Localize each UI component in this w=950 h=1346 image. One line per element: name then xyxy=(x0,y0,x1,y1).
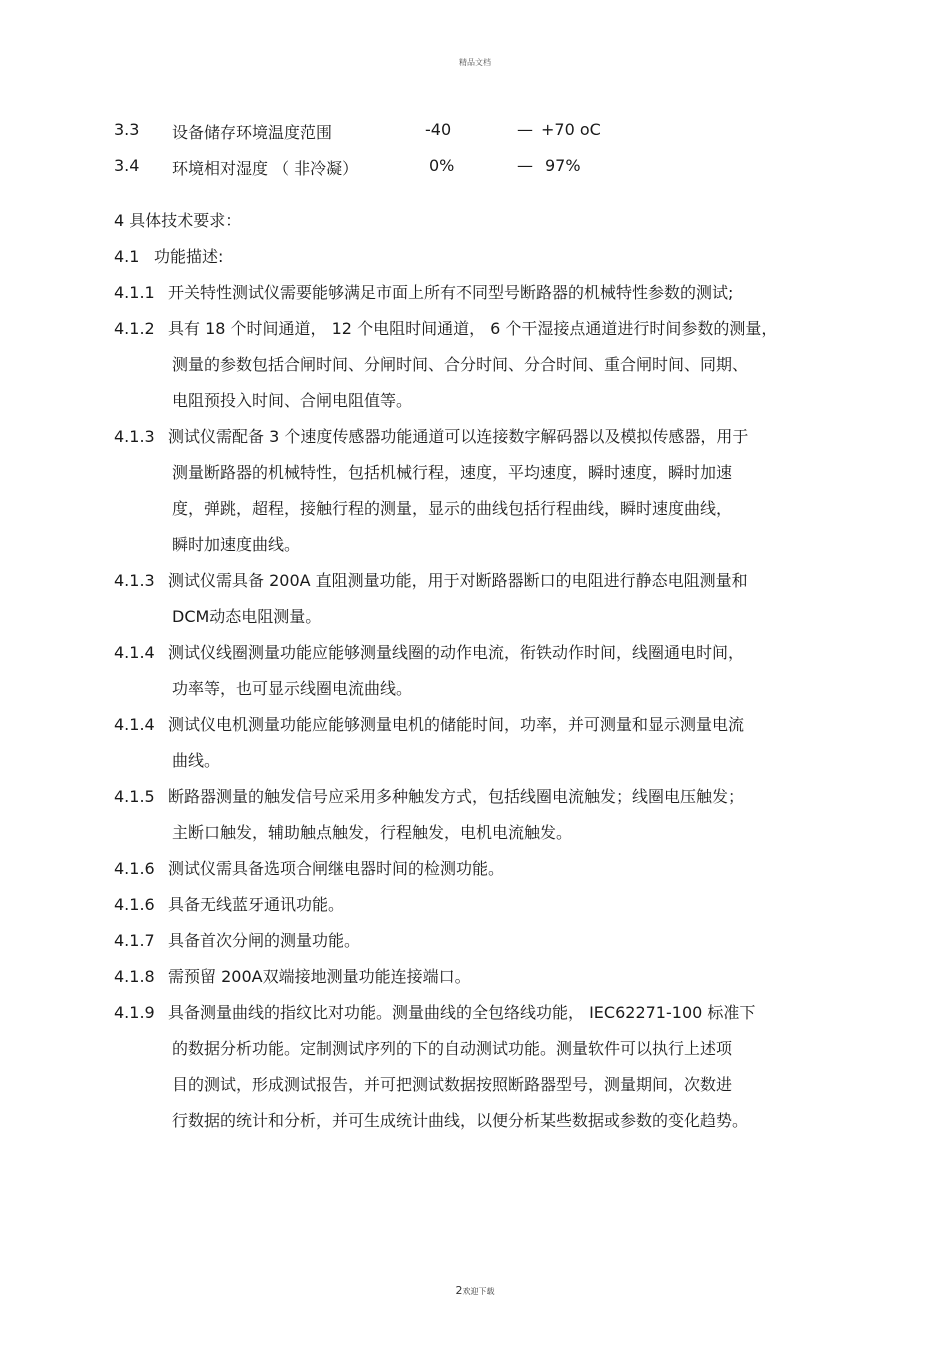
requirement-item xyxy=(114,1002,874,1038)
requirement-text: 需预留 200A双端接地测量功能连接端口。 xyxy=(168,967,471,986)
requirement-text: 测试仪线圈测量功能应能够测量线圈的动作电流，衔铁动作时间，线圈通电时间， xyxy=(168,643,745,662)
requirement-number: 4.1 xyxy=(114,247,140,266)
requirement-continuation xyxy=(114,390,874,426)
requirement-continuation xyxy=(114,1038,874,1074)
requirement-number: 4.1.8 xyxy=(114,967,155,986)
requirement-continuation xyxy=(114,462,874,498)
section-title: 4 具体技术要求： xyxy=(114,211,242,230)
requirement-number: 4.1.6 xyxy=(114,895,155,914)
requirement-text: 测量的参数包括合闸时间、分闸时间、合分时间、分合时间、重合闸时间、同期、 xyxy=(172,355,749,374)
requirement-text: 测试仪需具备 200A 直阻测量功能，用于对断路器断口的电阻进行静态电阻测量和 xyxy=(168,571,748,590)
requirement-text: 具有 18 个时间通道， 12 个电阻时间通道， 6 个干湿接点通道进行时间参数的测量， xyxy=(168,319,778,338)
requirement-item xyxy=(114,426,874,462)
requirement-continuation xyxy=(114,534,874,570)
requirement-text: 具备无线蓝牙通讯功能。 xyxy=(168,895,345,914)
requirement-item xyxy=(114,930,874,966)
requirement-item xyxy=(114,282,874,318)
requirement-text: 具备测量曲线的指纹比对功能。测量曲线的全包络线功能， IEC62271-100 标准下 xyxy=(168,1003,756,1022)
requirement-text: 瞬时加速度曲线。 xyxy=(172,535,301,554)
requirement-item xyxy=(114,714,874,750)
requirement-text: 测试仪需配备 3 个速度传感器功能通道可以连接数字解码器以及模拟传感器，用于 xyxy=(168,427,749,446)
requirement-text: 测量断路器的机械特性，包括机械行程，速度，平均速度，瞬时速度，瞬时加速 xyxy=(172,463,733,482)
requirement-item xyxy=(114,246,874,282)
requirement-continuation xyxy=(114,1110,874,1146)
requirement-number: 4.1.3 xyxy=(114,571,155,590)
requirement-text: DCM动态电阻测量。 xyxy=(172,607,322,626)
env-label: 环境相对湿度 （ 非冷凝） xyxy=(172,159,359,178)
env-low: 0% xyxy=(429,156,455,175)
page-header: 精品文档 xyxy=(459,58,491,67)
page-number: 2 xyxy=(455,1284,463,1297)
requirement-continuation xyxy=(114,750,874,786)
requirement-text: 目的测试，形成测试报告，并可把测试数据按照断路器型号，测量期间，次数进 xyxy=(172,1075,733,1094)
requirement-number: 4.1.4 xyxy=(114,643,155,662)
env-num: 3.4 xyxy=(114,156,140,175)
requirement-text: 具备首次分闸的测量功能。 xyxy=(168,931,361,950)
requirement-item xyxy=(114,894,874,930)
requirements-section xyxy=(114,210,874,1146)
requirement-continuation xyxy=(114,606,874,642)
env-dash: — xyxy=(517,120,533,139)
requirement-text: 断路器测量的触发信号应采用多种触发方式，包括线圈电流触发；线圈电压触发； xyxy=(168,787,745,806)
requirement-item xyxy=(114,642,874,678)
requirement-text: 功能描述: xyxy=(154,247,224,266)
requirement-text: 度，弹跳，超程，接触行程的测量，显示的曲线包括行程曲线，瞬时速度曲线， xyxy=(172,499,733,518)
requirement-item xyxy=(114,858,874,894)
env-num: 3.3 xyxy=(114,120,140,139)
requirement-continuation xyxy=(114,354,874,390)
requirement-number: 4.1.3 xyxy=(114,427,155,446)
requirement-text: 开关特性测试仪需要能够满足市面上所有不同型号断路器的机械特性参数的测试; xyxy=(168,283,734,302)
requirement-item xyxy=(114,786,874,822)
requirement-item xyxy=(114,570,874,606)
requirement-number: 4.1.6 xyxy=(114,859,155,878)
requirement-text: 测试仪需具备选项合闸继电器时间的检测功能。 xyxy=(168,859,505,878)
page-footer xyxy=(0,1284,950,1297)
requirement-number: 4.1.7 xyxy=(114,931,155,950)
requirement-text: 电阻预投入时间、合闸电阻值等。 xyxy=(172,391,413,410)
requirement-continuation xyxy=(114,498,874,534)
requirement-text: 功率等，也可显示线圈电流曲线。 xyxy=(172,679,413,698)
requirement-number: 4.1.9 xyxy=(114,1003,155,1022)
requirement-item xyxy=(114,966,874,1002)
requirement-number: 4.1.4 xyxy=(114,715,155,734)
env-high: 97% xyxy=(545,156,581,175)
env-dash: — xyxy=(517,156,533,175)
requirement-continuation xyxy=(114,1074,874,1110)
env-low: -40 xyxy=(425,120,452,139)
footer-text: 欢迎下载 xyxy=(462,1287,495,1296)
requirement-item xyxy=(114,318,874,354)
requirement-number: 4.1.1 xyxy=(114,283,155,302)
requirement-continuation xyxy=(114,822,874,858)
env-label: 设备储存环境温度范围 xyxy=(172,123,333,142)
requirement-continuation xyxy=(114,678,874,714)
requirement-text: 行数据的统计和分析，并可生成统计曲线，以便分析某些数据或参数的变化趋势。 xyxy=(172,1111,749,1130)
requirement-text: 主断口触发，辅助触点触发，行程触发，电机电流触发。 xyxy=(172,823,573,842)
requirement-text: 的数据分析功能。定制测试序列的下的自动测试功能。测量软件可以执行上述项 xyxy=(172,1039,733,1058)
requirement-number: 4.1.2 xyxy=(114,319,155,338)
env-high: +70 oC xyxy=(541,120,601,139)
requirement-text: 曲线。 xyxy=(172,751,221,770)
requirement-number: 4.1.5 xyxy=(114,787,155,806)
requirement-text: 测试仪电机测量功能应能够测量电机的储能时间，功率，并可测量和显示测量电流 xyxy=(168,715,745,734)
